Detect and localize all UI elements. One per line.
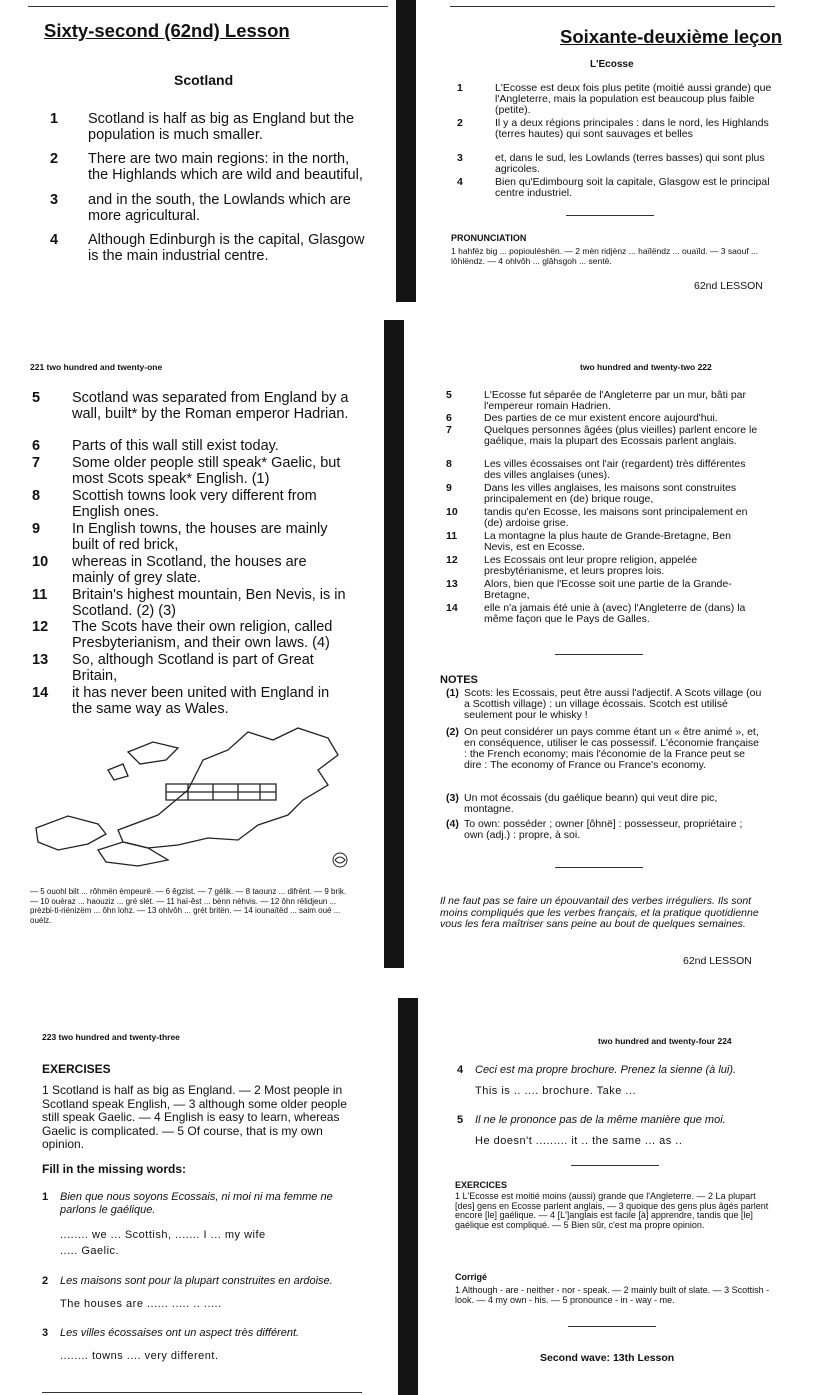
corrige-text: 1 Although - are - neither - nor - speak. — 2 mainly built of slate. — 3 Scottish - look. — 4 my own - his. — 5 pronounce - in - way - me. <box>455 1285 770 1305</box>
fill-in-label: Fill in the missing words: <box>42 1162 187 1176</box>
page-footer: 62nd LESSON <box>683 955 752 967</box>
pronunciation-text: 1 hahfëz big ... popiouléshën. — 2 mèn ridjènz ... haïlëndz ... ouaïld. — 3 saouf ... lôhlëndz. — 4 ohlvôh ... glâhsgoh ... sentë. <box>451 246 759 266</box>
lesson-title-fr: Soixante-deuxième leçon <box>560 26 783 47</box>
heading-ecosse: L'Ecosse <box>590 59 634 70</box>
pronunciation-text: — 5 ouohl bilt ... rôhmën èmpeurë. — 6 êgzist. — 7 gélik. — 8 taounz ... difrënt. — 9 brik. — 10 ouèraz ... haouziz ... gré slét. — 11 haï-êst ... bènn nèhvis. — 12 ôhn rëlidjeun ... prèzbi-ti-riënizëm ... ôhn lohz. — 13 ohlvôh ... grét britën. — 14 iounaïtëd ... saim oué ... ouélz. <box>30 887 347 925</box>
fill-blank-line[interactable]: ........ we ... Scottish, ....... I ... my wife <box>60 1229 266 1241</box>
page-header-224: two hundred and twenty-four 224 <box>598 1036 732 1046</box>
separator <box>571 1165 659 1166</box>
separator <box>555 654 643 655</box>
page-header-221: 221 two hundred and twenty-one <box>30 362 163 372</box>
binding-gutter <box>396 0 416 302</box>
pronunciation-label: PRONUNCIATION <box>451 233 527 243</box>
separator <box>568 1326 656 1327</box>
lesson-title-en: Sixty-second (62nd) Lesson <box>44 20 290 41</box>
page-footer: 62nd LESSON <box>694 280 763 292</box>
fill-blank-line[interactable]: This is .. .... brochure. Take ... <box>475 1085 637 1097</box>
exercices-label: EXERCICES <box>455 1180 508 1190</box>
bottom-rule-left <box>42 1392 362 1393</box>
heading-scotland: Scotland <box>174 72 234 88</box>
fill-blank-line[interactable]: ........ towns .... very different. <box>60 1350 219 1362</box>
page-header-223: 223 two hundred and twenty-three <box>42 1032 180 1042</box>
separator <box>566 215 654 216</box>
top-rule-right <box>450 6 775 7</box>
binding-gutter <box>384 320 404 968</box>
top-spread: Sixty-second (62nd) Lesson Soixante-deuxième leçon Scotland L'Ecosse 1 Scotland is half as big as England but the population is much smaller. 2 There are two main regions: in the north, the Highlands which are wild and beautiful, 3 and in the south, the Lowlands which are more agricultural. 4 Although Edinburgh is the capital, Glasgow is the main industrial centre. 1 L'Ecosse est deux fois plus petite (moitié aussi grande) que l'Angleterre, mais la population est beaucoup plus faible (petite). 2 Il y a deux régions principales : dans le nord, les Highlands (terres hautes) qui sont sauvages et belles 3 et, dans le sud, les Lowlands (terres basses) qui sont plus agricoles. 4 Bien qu'Edimbourg soit la capitale, Glasgow est le principal centre industriel. PRONUNCIATION 1 hahfëz big ... popiouléshën. — 2 mèn ridjènz ... haïlëndz ... ouaïld. — 3 saouf ... lôhlëndz. — 4 ohlvôh ... glâhsgoh ... sentë. 62nd LESSON <box>0 0 820 312</box>
notes-label: NOTES <box>440 674 478 686</box>
binding-gutter <box>398 998 418 1395</box>
exercices-text: 1 L'Ecosse est moitié moins (aussi) grande que l'Angleterre. — 2 La plupart [des] gens en Ecosse parlent anglais, — 3 quoique des gens plus âgés parlent encore [le] gaélique. — 4 [L']anglais est facile [à] apprendre, tandis que [le] gaélique est compliqué. — 5 Bien sûr, c'est ma propre opinion. <box>455 1191 769 1230</box>
advice-text: Il ne faut pas se faire un épouvantail des verbes irréguliers. Ils sont moins compliqués que les verbes français, et la pratique quotidienne vous les fera maîtriser sans peine au bout de quelques semaines. <box>440 895 759 930</box>
page-header-222: two hundred and twenty-two 222 <box>580 362 712 372</box>
fill-blank-line[interactable]: ..... Gaelic. <box>60 1245 120 1257</box>
fill-blank-line[interactable]: He doesn't ......... it .. the same ... as .. <box>475 1135 683 1147</box>
bottom-spread: 223 two hundred and twenty-three two hundred and twenty-four 224 EXERCISES 1 Scotland is half as big as England. — 2 Most people in Scotland speak English, — 3 although some older people still speak Gaelic. — 4 English is easy to learn, whereas Gaelic is complicated. — 5 Of course, that is my own opinion. Fill in the missing words: 1 Bien que nous soyons Ecossais, ni moi ni ma femme ne parlons le gaélique. ........ we ... Scottish, ....... I ... my wife ..... Gaelic. 2 Les maisons sont pour la plupart construites en ardoise. The houses are ...... ..... .. ..... 3 Les villes écossaises ont un aspect très différent. ........ towns .... very different. 4 Ceci est ma propre brochure. Prenez la sienne (à lui). This is .. .... brochure. Take ... 5 Il ne le prononce pas de la même manière que moi. He doesn't ......... it .. the same ... as .. EXERCICES 1 L'Ecosse est moitié moins (aussi) grande que l'Angleterre. — 2 La plupart [des] gens en Ecosse parlent anglais, — 3 quoique des gens plus âgés parlent encore [le] gaélique. — 4 [L']anglais est facile [à] apprendre, tandis que [le] gaélique est compliqué. — 5 Bien sûr, c'est ma propre opinion. Corrigé 1 Although - are - neither - nor - speak. — 2 mainly built of slate. — 3 Scottish - look. — 4 my own - his. — 5 pronounce - in - way - me. Second wave: 13th Lesson <box>0 980 820 1395</box>
exercises-text: 1 Scotland is half as big as England. — 2 Most people in Scotland speak English, — 3 although some older people still speak Gaelic. — 4 English is easy to learn, whereas Gaelic is complicated. — 5 Of course, that is my own opinion. <box>42 1083 347 1151</box>
scotland-map-illustration <box>28 720 358 870</box>
second-wave-footer: Second wave: 13th Lesson <box>540 1352 675 1364</box>
exercises-label: EXERCISES <box>42 1062 111 1076</box>
corrige-label: Corrigé <box>455 1272 488 1282</box>
fill-blank-line[interactable]: The houses are ...... ..... .. ..... <box>60 1298 222 1310</box>
separator <box>555 867 643 868</box>
top-rule-left <box>28 6 388 7</box>
middle-spread: 221 two hundred and twenty-one two hundred and twenty-two 222 5 Scotland was separated from England by a wall, built* by the Roman emperor Hadrian. 6 Parts of this wall still exist today. 7 Some older people still speak* Gaelic, but most Scots speak* English. (1) 8 Scottish towns look very different from English ones. 9 In English towns, the houses are mainly built of red brick, 10 whereas in Scotland, the houses are mainly of grey slate. 11 Britain's highest mountain, Ben Nevis, is in Scotland. (2) (3) 12 The Scots have their own religion, called Presbyterianism, and their own laws. (4) 13 So, although Scotland is part of Great Britain, 14 it has never been united with England in the same way as Wales. — 5 ouohl bilt ... rôhmën èmpeurë. — 6 êgzist. — 7 gélik. — 8 taounz ... difrënt. — 9 brik. — 10 ouèraz ... haouziz ... gré slét. — 11 haï-êst ... bènn nèhvis. — 12 ôhn rëlidjeun ... prèzbi-ti-riënizëm ... ôhn lohz. — 13 ohlvôh ... grét britën. — 14 iounaïtëd ... saim oué ... ouélz. 5 L'Ecosse fut séparée de l'Angleterre par un mur, bâti par l'empereur romain Hadrien. 6 Des parties de ce mur existent encore aujourd'hui. 7 Quelques personnes âgées (plus vieilles) parlent encore le gaélique, mais la plupart des Ecossais parlent anglais. 8 Les villes écossaises ont l'air (regardent) très différentes des villes anglaises (unes). 9 Dans les villes anglaises, les maisons sont construites principalement en (de) brique rouge, 10 tandis qu'en Ecosse, les maisons sont principalement en (de) ardoise grise. 11 La montagne la plus haute de Grande-Bretagne, Ben Nevis, est en Ecosse. 12 Les Ecossais ont leur propre religion, appelée presbytérianisme, et leurs propres lois. 13 Alors, bien que l'Ecosse soit une partie de la Grande-Bretagne, 14 elle n'a jamais été unie à (avec) l'Angleterre de (dans) la même façon que le Pays de Galles. NOTES (1) Scots: les Ecossais, peut être aussi l'adjectif. A Scots village (ou a Scottish village) : un village écossais. Scotch est utilisé seulement pour le whisky ! (2) On peut considérer un pays comme étant un « être animé », et, en conséquence, utiliser le cas possessif. L'économie française : the French economy; mais l'économie de la France peut se dire : The economy of France ou France's economy. (3) Un mot écossais (du gaélique beann) qui veut dire pic, montagne. (4) To own: posséder ; owner [ôhnë] : possesseur, propriétaire ; own (adj.) : propre, à soi. Il ne faut pas se faire un épouvantail des verbes irréguliers. Ils sont moins compliqués que les verbes français, et la pratique quotidienne vous les fera maîtriser sans peine au bout de quelques semaines. 62nd LESSON <box>0 312 820 980</box>
